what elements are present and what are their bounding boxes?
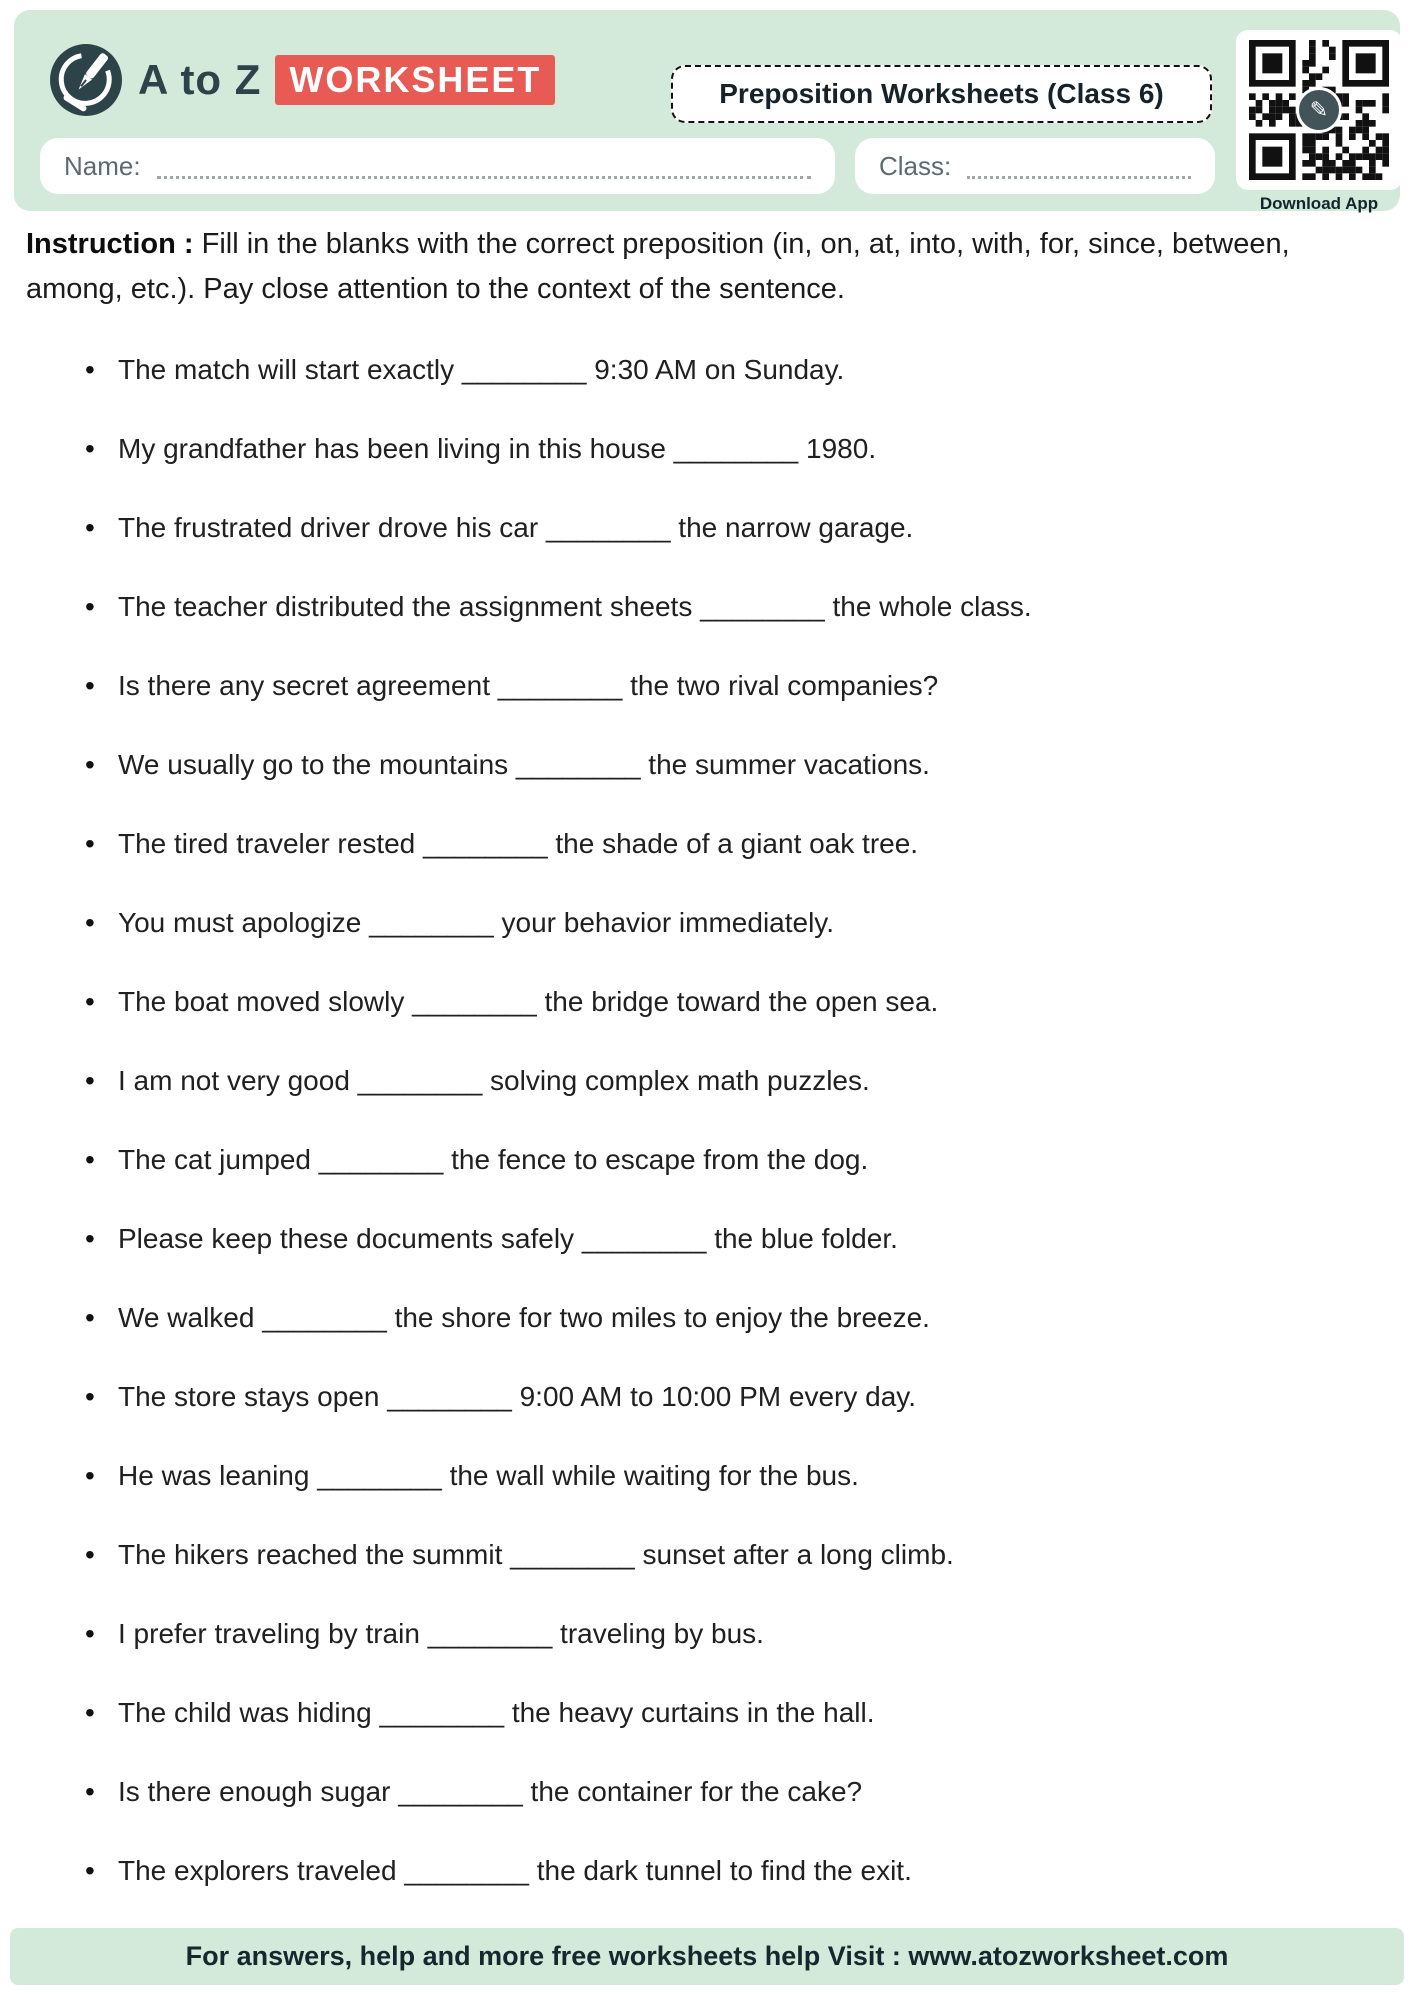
- sentence-list: [85, 350, 1384, 1930]
- sentence-item: • Is there enough sugar ________ the container for the cake?: [85, 1772, 1384, 1812]
- sentence-item: • The explorers traveled ________ the dark tunnel to find the exit.: [85, 1851, 1384, 1891]
- sentence-item: • I prefer traveling by train ________ traveling by bus.: [85, 1614, 1384, 1654]
- qr-card: [1236, 30, 1402, 190]
- worksheet-title-box: [671, 65, 1212, 123]
- name-label: Name:: [64, 150, 141, 181]
- sentence-item: • Is there any secret agreement ________ the two rival companies?: [85, 666, 1384, 706]
- sentence-item: • The frustrated driver drove his car ________ the narrow garage.: [85, 508, 1384, 548]
- sentence-item: • My grandfather has been living in this house ________ 1980.: [85, 429, 1384, 469]
- qr-caption: Download App: [1259, 194, 1379, 213]
- brand-name: A to Z: [138, 56, 262, 103]
- sentence-item: • Please keep these documents safely ________ the blue folder.: [85, 1219, 1384, 1259]
- sentence-item: • We usually go to the mountains ________ the summer vacations.: [85, 745, 1384, 785]
- sentence-item: • The teacher distributed the assignment sheets ________ the whole class.: [85, 587, 1384, 627]
- instruction-label: Instruction :: [26, 228, 194, 260]
- sentence-item: • The store stays open ________ 9:00 AM to 10:00 PM every day.: [85, 1377, 1384, 1417]
- header-band: [14, 10, 1400, 211]
- qr-code: [1249, 40, 1389, 180]
- sentence-item: • He was leaning ________ the wall while waiting for the bus.: [85, 1456, 1384, 1496]
- sentence-item: • The cat jumped ________ the fence to escape from the dog.: [85, 1140, 1384, 1180]
- brand-badge: WORKSHEET: [275, 55, 555, 105]
- name-field: [40, 138, 835, 194]
- sentence-item: • The hikers reached the summit ________ sunset after a long climb.: [85, 1535, 1384, 1575]
- footer-text: For answers, help and more free worksheets help Visit : www.atozworksheet.com: [185, 1941, 1229, 1971]
- sentence-item: • I am not very good ________ solving complex math puzzles.: [85, 1061, 1384, 1101]
- sentence-item: • The boat moved slowly ________ the bridge toward the open sea.: [85, 982, 1384, 1022]
- sentence-item: • We walked ________ the shore for two miles to enjoy the breeze.: [85, 1298, 1384, 1338]
- sentence-item: • You must apologize ________ your behavior immediately.: [85, 903, 1384, 943]
- sentence-item: • The tired traveler rested ________ the shade of a giant oak tree.: [85, 824, 1384, 864]
- page-title: Preposition Worksheets (Class 6): [719, 78, 1164, 109]
- qr-center-logo-icon: ✎: [1296, 87, 1342, 133]
- footer-band: [10, 1928, 1404, 1985]
- brand: [48, 42, 555, 118]
- pen-logo-icon: [48, 42, 124, 118]
- instruction-text: [26, 222, 1394, 312]
- class-label: Class:: [879, 150, 952, 181]
- sentence-item: • The child was hiding ________ the heavy curtains in the hall.: [85, 1693, 1384, 1733]
- class-field: [855, 138, 1215, 194]
- instruction-body: Fill in the blanks with the correct preposition (in, on, at, into, with, for, since, between, among, etc.). Pay close attention to the context of the sentence.: [26, 228, 1290, 305]
- name-write-line: [157, 176, 811, 179]
- sentence-item: • The match will start exactly ________ 9:30 AM on Sunday.: [85, 350, 1384, 390]
- class-write-line: [967, 176, 1191, 179]
